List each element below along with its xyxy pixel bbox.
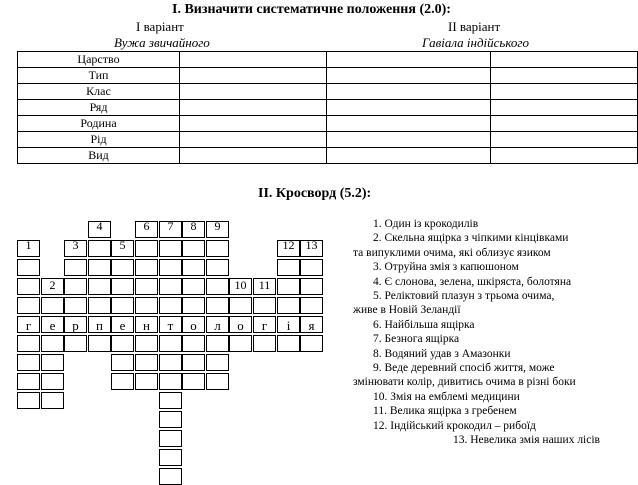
crossword-cell[interactable] xyxy=(17,335,40,352)
crossword-column-number: 12 xyxy=(282,238,295,252)
crossword-cell[interactable] xyxy=(111,259,134,276)
crossword-cell[interactable] xyxy=(111,373,134,390)
taxonomy-row xyxy=(18,100,638,116)
crossword-cell[interactable] xyxy=(135,335,158,352)
variant2-species: Гавіала індійського xyxy=(422,35,529,50)
clue-line: 5. Реліктовий плазун з трьома очима, xyxy=(373,290,555,302)
crossword-column-number: 3 xyxy=(72,238,79,252)
crossword-cell[interactable] xyxy=(182,297,205,314)
crossword-solution-cell: н xyxy=(135,316,158,333)
crossword-cell[interactable] xyxy=(300,297,323,314)
crossword-cell[interactable] xyxy=(159,278,182,295)
taxonomy-row-label: Ряд xyxy=(18,100,180,116)
crossword-solution-cell: я xyxy=(300,316,323,333)
answer-cell[interactable] xyxy=(180,116,327,132)
taxonomy-row xyxy=(18,132,638,148)
taxonomy-row-label: Родина xyxy=(18,116,180,132)
answer-cell[interactable] xyxy=(180,148,327,164)
crossword-cell[interactable] xyxy=(41,354,64,371)
crossword-solution-cell: т xyxy=(159,316,182,333)
crossword-cell[interactable] xyxy=(17,354,40,371)
clue-line: 12. Індійський крокодил – рибоїд xyxy=(373,419,536,432)
taxonomy-row xyxy=(18,148,638,164)
crossword-solution-cell: р xyxy=(64,316,87,333)
crossword-cell[interactable] xyxy=(182,354,205,371)
crossword-cell[interactable] xyxy=(41,335,64,352)
clue-line: 4. Є слонова, зелена, шкіряста, болотяна xyxy=(373,275,572,288)
crossword-solution-cell: е xyxy=(111,316,134,333)
answer-cell[interactable] xyxy=(180,84,327,100)
crossword-cell[interactable] xyxy=(206,297,229,314)
answer-cell[interactable] xyxy=(327,52,491,68)
crossword-cell[interactable] xyxy=(159,449,182,466)
crossword-cell[interactable] xyxy=(277,335,300,352)
crossword-cell[interactable] xyxy=(159,240,182,257)
crossword-cell[interactable] xyxy=(41,392,64,409)
crossword-cell[interactable] xyxy=(88,240,111,257)
crossword-cell[interactable] xyxy=(64,259,87,276)
clue-line: живе в Новій Зеландії xyxy=(353,304,461,317)
crossword-column-number: 2 xyxy=(49,278,56,292)
crossword-solution-cell: п xyxy=(88,316,111,333)
crossword-cell[interactable] xyxy=(300,278,323,295)
clue-line: 8. Водяний удав з Амазонки xyxy=(373,347,511,360)
answer-cell[interactable] xyxy=(491,84,638,100)
clue-line: 11. Велика ящірка з гребенем xyxy=(373,405,517,418)
crossword-cell[interactable] xyxy=(159,297,182,314)
taxonomy-row xyxy=(18,68,638,84)
clue-line: 13. Невелика змія наших лісів xyxy=(453,434,600,446)
crossword-cell[interactable] xyxy=(135,278,158,295)
clue-line: 7. Безнога ящірка xyxy=(373,333,460,346)
answer-cell[interactable] xyxy=(327,84,491,100)
crossword-cell[interactable] xyxy=(300,335,323,352)
crossword-cell[interactable] xyxy=(135,240,158,257)
crossword-cell[interactable] xyxy=(206,278,229,295)
crossword-cell[interactable] xyxy=(182,373,205,390)
crossword-cell[interactable] xyxy=(159,373,182,390)
crossword-cell[interactable] xyxy=(159,430,182,447)
crossword-cell[interactable] xyxy=(41,297,64,314)
taxonomy-row xyxy=(18,52,638,68)
answer-cell[interactable] xyxy=(327,100,491,116)
answer-cell[interactable] xyxy=(491,68,638,84)
crossword-cell[interactable] xyxy=(135,297,158,314)
crossword-cell[interactable] xyxy=(88,278,111,295)
crossword-cell[interactable] xyxy=(229,297,252,314)
crossword-cell[interactable] xyxy=(206,259,229,276)
crossword-cell[interactable] xyxy=(182,240,205,257)
answer-cell[interactable] xyxy=(327,68,491,84)
answer-cell[interactable] xyxy=(327,148,491,164)
crossword-solution-cell: г xyxy=(17,316,40,333)
variant2-label: ІІ варіант xyxy=(448,19,501,34)
answer-cell[interactable] xyxy=(180,68,327,84)
crossword-cell[interactable] xyxy=(17,297,40,314)
crossword-cell[interactable] xyxy=(277,259,300,276)
crossword-solution-cell: е xyxy=(41,316,64,333)
crossword-cell[interactable] xyxy=(88,297,111,314)
clue-line: 3. Отруйна змія з капюшоном xyxy=(373,261,519,274)
answer-cell[interactable] xyxy=(327,116,491,132)
crossword-cell[interactable] xyxy=(88,259,111,276)
crossword-cell[interactable] xyxy=(206,240,229,257)
crossword-column-number: 10 xyxy=(234,278,247,292)
crossword-cell[interactable] xyxy=(17,278,40,295)
answer-cell[interactable] xyxy=(491,148,638,164)
taxonomy-row xyxy=(18,84,638,100)
crossword-solution-cell: г xyxy=(253,316,276,333)
crossword-cell[interactable] xyxy=(17,259,40,276)
crossword-cell[interactable] xyxy=(17,392,40,409)
crossword-cell[interactable] xyxy=(135,373,158,390)
crossword-solution-cell: о xyxy=(229,316,252,333)
crossword-cell[interactable] xyxy=(159,411,182,428)
variant1-species: Вужа звичайного xyxy=(114,35,210,50)
crossword-cell[interactable] xyxy=(64,297,87,314)
crossword-cell[interactable] xyxy=(253,335,276,352)
crossword-column-number: 5 xyxy=(119,238,126,252)
clue-line: 1. Один із крокодилів xyxy=(373,218,479,230)
taxonomy-row-label: Клас xyxy=(18,84,180,100)
crossword-cell[interactable] xyxy=(206,354,229,371)
clue-line: змінювати колір, дивитись очима в різні боки xyxy=(353,376,576,389)
crossword-column-number: 11 xyxy=(258,278,271,292)
crossword-column-number: 1 xyxy=(25,238,32,252)
answer-cell[interactable] xyxy=(180,100,327,116)
taxonomy-row-label: Рід xyxy=(18,132,180,148)
crossword-cell[interactable] xyxy=(111,278,134,295)
crossword-cell[interactable] xyxy=(135,354,158,371)
crossword-cell[interactable] xyxy=(182,278,205,295)
answer-cell[interactable] xyxy=(491,116,638,132)
section1-title: I. Визначити систематичне положення (2.0): xyxy=(172,2,451,17)
crossword-cell[interactable] xyxy=(111,354,134,371)
answer-cell[interactable] xyxy=(180,132,327,148)
crossword-solution-cell: л xyxy=(206,316,229,333)
crossword-column-number: 7 xyxy=(167,219,174,233)
clue-line: та випуклими очима, які облизує язиком xyxy=(353,246,551,259)
crossword-cell[interactable] xyxy=(41,373,64,390)
crossword-column-number: 8 xyxy=(190,219,197,233)
crossword-cell[interactable] xyxy=(182,259,205,276)
crossword-cell[interactable] xyxy=(135,259,158,276)
crossword-column-number: 6 xyxy=(143,219,150,233)
crossword-cell[interactable] xyxy=(159,392,182,409)
clue-line: 6. Найбільша ящірка xyxy=(373,318,475,331)
answer-cell[interactable] xyxy=(327,132,491,148)
answer-cell[interactable] xyxy=(180,52,327,68)
crossword-cell[interactable] xyxy=(159,354,182,371)
variant1-label: І варіант xyxy=(136,19,184,34)
taxonomy-row-label: Вид xyxy=(18,148,180,164)
clue-line: 9. Веде деревний спосіб життя, може xyxy=(373,362,555,374)
crossword-cell[interactable] xyxy=(206,335,229,352)
taxonomy-row xyxy=(18,116,638,132)
crossword-cell[interactable] xyxy=(88,335,111,352)
answer-cell[interactable] xyxy=(491,52,638,68)
crossword-cell[interactable] xyxy=(300,259,323,276)
crossword-cell[interactable] xyxy=(277,297,300,314)
crossword-cell[interactable] xyxy=(182,335,205,352)
crossword-cell[interactable] xyxy=(64,278,87,295)
crossword-cell[interactable] xyxy=(253,297,276,314)
taxonomy-row-label: Царство xyxy=(18,52,180,68)
crossword-cell[interactable] xyxy=(229,335,252,352)
clue-line: 2. Скельна ящірка з чіпкими кінцівками xyxy=(373,232,569,245)
crossword-cell[interactable] xyxy=(159,259,182,276)
crossword-solution-cell: і xyxy=(277,316,300,333)
answer-cell[interactable] xyxy=(491,132,638,148)
crossword-cell[interactable] xyxy=(111,335,134,352)
clue-line: 10. Змія на емблемі медицини xyxy=(373,390,520,403)
crossword-cell[interactable] xyxy=(159,335,182,352)
crossword-cell[interactable] xyxy=(17,373,40,390)
crossword-cell[interactable] xyxy=(159,468,182,485)
crossword-cell[interactable] xyxy=(206,373,229,390)
section2-title: II. Кросворд (5.2): xyxy=(258,186,372,201)
crossword-cell[interactable] xyxy=(277,278,300,295)
taxonomy-row-label: Тип xyxy=(18,68,180,84)
answer-cell[interactable] xyxy=(491,100,638,116)
crossword-column-number: 9 xyxy=(214,219,221,233)
crossword-column-number: 4 xyxy=(96,219,103,233)
crossword-solution-cell: о xyxy=(182,316,205,333)
crossword-cell[interactable] xyxy=(111,297,134,314)
crossword-cell[interactable] xyxy=(64,335,87,352)
crossword-column-number: 13 xyxy=(305,238,318,252)
taxonomy-table xyxy=(17,51,638,164)
